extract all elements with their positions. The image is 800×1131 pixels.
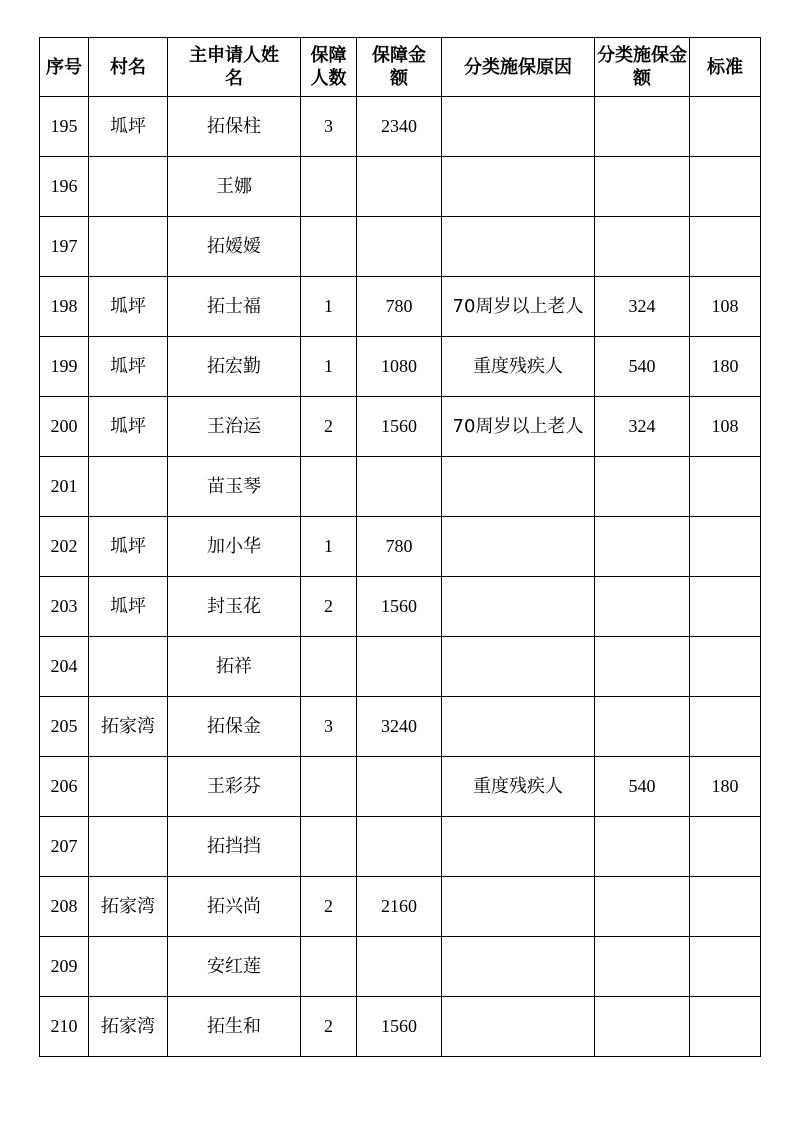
cell-class-amount	[595, 937, 690, 997]
cell-amount	[357, 757, 442, 817]
cell-village: 坬坪	[89, 577, 168, 637]
table-row	[40, 637, 761, 697]
cell-class-amount: 324	[595, 397, 690, 457]
cell-reason	[442, 877, 595, 937]
cell-name: 拓挡挡	[168, 817, 301, 877]
cell-standard	[690, 157, 761, 217]
table-row	[40, 217, 761, 277]
cell-class-amount	[595, 697, 690, 757]
cell-amount	[357, 217, 442, 277]
cell-name: 拓嫒嫒	[168, 217, 301, 277]
cell-class-amount	[595, 457, 690, 517]
cell-amount: 780	[357, 517, 442, 577]
cell-persons	[301, 457, 357, 517]
cell-name: 拓保金	[168, 697, 301, 757]
header-persons: 保障人数	[301, 38, 357, 97]
table-row	[40, 817, 761, 877]
cell-seq: 206	[40, 757, 89, 817]
cell-seq: 203	[40, 577, 89, 637]
cell-class-amount	[595, 97, 690, 157]
cell-village: 拓家湾	[89, 997, 168, 1057]
cell-persons: 1	[301, 277, 357, 337]
cell-name: 王治运	[168, 397, 301, 457]
table-row	[40, 277, 761, 337]
cell-seq: 205	[40, 697, 89, 757]
cell-name: 王娜	[168, 157, 301, 217]
cell-seq: 200	[40, 397, 89, 457]
cell-persons: 3	[301, 97, 357, 157]
table-row	[40, 997, 761, 1057]
cell-village	[89, 217, 168, 277]
header-applicant: 主申请人姓名	[168, 38, 301, 97]
cell-standard	[690, 937, 761, 997]
cell-standard	[690, 457, 761, 517]
table-row	[40, 877, 761, 937]
cell-seq: 196	[40, 157, 89, 217]
cell-reason	[442, 817, 595, 877]
cell-reason	[442, 697, 595, 757]
table-row	[40, 457, 761, 517]
table-header	[40, 38, 761, 97]
cell-reason	[442, 217, 595, 277]
cell-persons: 1	[301, 337, 357, 397]
cell-persons	[301, 757, 357, 817]
cell-amount: 1560	[357, 997, 442, 1057]
cell-reason	[442, 517, 595, 577]
cell-standard	[690, 577, 761, 637]
cell-village: 拓家湾	[89, 697, 168, 757]
cell-standard	[690, 877, 761, 937]
cell-standard: 180	[690, 337, 761, 397]
cell-amount	[357, 937, 442, 997]
cell-persons: 2	[301, 397, 357, 457]
cell-village: 坬坪	[89, 277, 168, 337]
cell-reason: 重度残疾人	[442, 337, 595, 397]
cell-amount: 1560	[357, 397, 442, 457]
cell-class-amount	[595, 817, 690, 877]
cell-village: 坬坪	[89, 337, 168, 397]
relief-roster-table	[39, 37, 761, 1057]
cell-amount	[357, 817, 442, 877]
cell-name: 王彩芬	[168, 757, 301, 817]
cell-name: 拓兴尚	[168, 877, 301, 937]
cell-persons	[301, 817, 357, 877]
cell-class-amount	[595, 217, 690, 277]
cell-seq: 197	[40, 217, 89, 277]
cell-name: 苗玉琴	[168, 457, 301, 517]
cell-class-amount	[595, 637, 690, 697]
cell-standard: 108	[690, 397, 761, 457]
table-row	[40, 577, 761, 637]
cell-seq: 208	[40, 877, 89, 937]
cell-persons	[301, 157, 357, 217]
cell-village	[89, 157, 168, 217]
cell-name: 拓士福	[168, 277, 301, 337]
cell-standard: 108	[690, 277, 761, 337]
cell-class-amount: 540	[595, 337, 690, 397]
cell-class-amount	[595, 517, 690, 577]
header-village: 村名	[89, 38, 168, 97]
cell-amount	[357, 637, 442, 697]
cell-amount	[357, 457, 442, 517]
header-reason: 分类施保原因	[442, 38, 595, 97]
cell-persons	[301, 937, 357, 997]
cell-amount: 3240	[357, 697, 442, 757]
cell-persons: 1	[301, 517, 357, 577]
cell-amount: 1080	[357, 337, 442, 397]
cell-persons: 2	[301, 997, 357, 1057]
cell-reason	[442, 157, 595, 217]
cell-village: 坬坪	[89, 517, 168, 577]
cell-persons: 3	[301, 697, 357, 757]
cell-name: 安红莲	[168, 937, 301, 997]
cell-persons	[301, 217, 357, 277]
cell-standard	[690, 997, 761, 1057]
cell-standard	[690, 97, 761, 157]
cell-name: 封玉花	[168, 577, 301, 637]
cell-amount	[357, 157, 442, 217]
cell-class-amount	[595, 577, 690, 637]
table-row	[40, 337, 761, 397]
cell-seq: 209	[40, 937, 89, 997]
cell-seq: 199	[40, 337, 89, 397]
cell-village	[89, 937, 168, 997]
cell-seq: 210	[40, 997, 89, 1057]
table-row	[40, 97, 761, 157]
cell-seq: 202	[40, 517, 89, 577]
table-row	[40, 757, 761, 817]
header-class-amount: 分类施保金额	[595, 38, 690, 97]
cell-class-amount	[595, 877, 690, 937]
cell-name: 拓生和	[168, 997, 301, 1057]
cell-reason	[442, 997, 595, 1057]
cell-seq: 207	[40, 817, 89, 877]
cell-village	[89, 817, 168, 877]
cell-persons: 2	[301, 577, 357, 637]
cell-village: 拓家湾	[89, 877, 168, 937]
cell-persons: 2	[301, 877, 357, 937]
table-row	[40, 157, 761, 217]
table-row	[40, 697, 761, 757]
cell-name: 拓保柱	[168, 97, 301, 157]
cell-seq: 204	[40, 637, 89, 697]
cell-class-amount: 540	[595, 757, 690, 817]
cell-reason	[442, 97, 595, 157]
cell-seq: 198	[40, 277, 89, 337]
cell-reason: 重度残疾人	[442, 757, 595, 817]
cell-standard	[690, 697, 761, 757]
cell-standard	[690, 637, 761, 697]
header-standard: 标准	[690, 38, 761, 97]
cell-reason	[442, 577, 595, 637]
cell-name: 拓宏勤	[168, 337, 301, 397]
cell-standard: 180	[690, 757, 761, 817]
cell-seq: 201	[40, 457, 89, 517]
cell-reason	[442, 937, 595, 997]
cell-reason: 70周岁以上老人	[442, 277, 595, 337]
cell-class-amount	[595, 997, 690, 1057]
cell-class-amount	[595, 157, 690, 217]
cell-standard	[690, 517, 761, 577]
cell-village	[89, 457, 168, 517]
header-amount: 保障金额	[357, 38, 442, 97]
cell-village	[89, 757, 168, 817]
table-body	[40, 97, 761, 1057]
header-row	[40, 38, 761, 97]
cell-class-amount: 324	[595, 277, 690, 337]
cell-reason: 70周岁以上老人	[442, 397, 595, 457]
cell-persons	[301, 637, 357, 697]
cell-village: 坬坪	[89, 97, 168, 157]
cell-seq: 195	[40, 97, 89, 157]
cell-amount: 2160	[357, 877, 442, 937]
cell-amount: 1560	[357, 577, 442, 637]
cell-village: 坬坪	[89, 397, 168, 457]
cell-standard	[690, 817, 761, 877]
table-row	[40, 517, 761, 577]
cell-reason	[442, 637, 595, 697]
cell-name: 加小华	[168, 517, 301, 577]
cell-amount: 780	[357, 277, 442, 337]
cell-standard	[690, 217, 761, 277]
cell-village	[89, 637, 168, 697]
cell-name: 拓祥	[168, 637, 301, 697]
header-seq: 序号	[40, 38, 89, 97]
cell-amount: 2340	[357, 97, 442, 157]
cell-reason	[442, 457, 595, 517]
table-row	[40, 397, 761, 457]
table-row	[40, 937, 761, 997]
